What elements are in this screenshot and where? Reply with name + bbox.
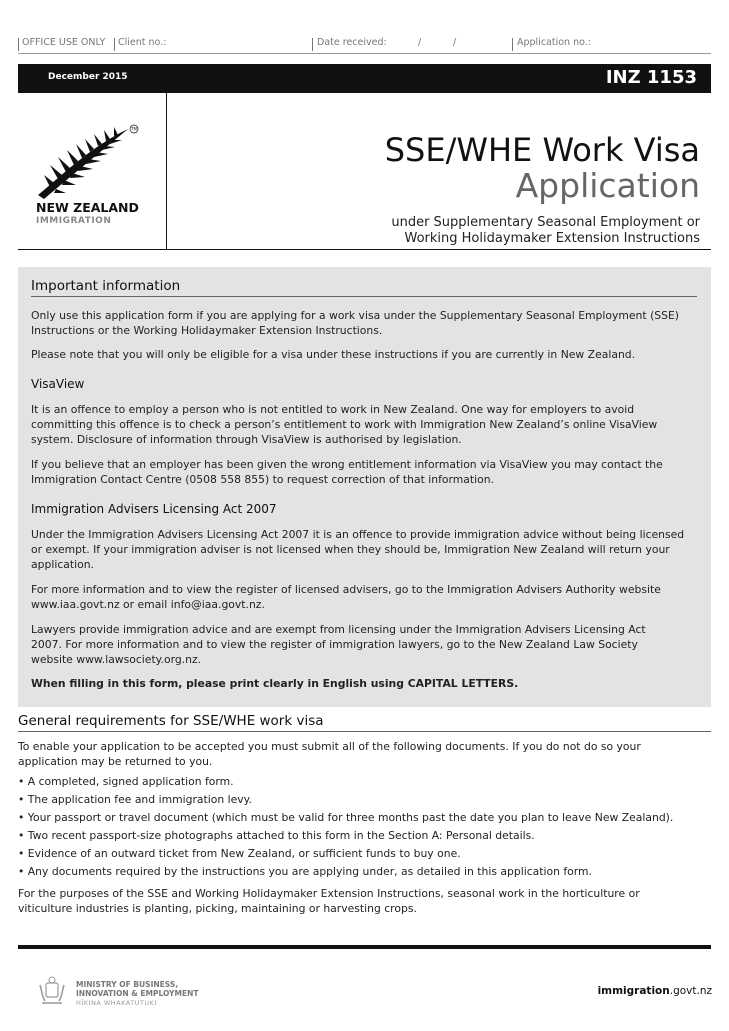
text-line: 2007. For more information and to view the register of immigration lawyers, go to the New Zealand Law Society	[31, 638, 638, 652]
form-subtitle: Application	[515, 166, 700, 205]
website-link[interactable]	[598, 985, 712, 997]
header-divider	[166, 93, 167, 249]
website-domain: immigration	[597, 985, 670, 997]
text-line: It is an offence to employ a person who is not entitled to work in New Zealand. One way for employers to avoid	[31, 403, 635, 416]
ministry-name	[76, 980, 198, 998]
form-title: SSE/WHE Work Visa	[384, 131, 700, 169]
important-information-box	[18, 267, 711, 707]
date-separator: /	[418, 37, 422, 48]
general-outro	[18, 886, 711, 916]
office-use-row	[18, 35, 711, 54]
date-separator: /	[453, 37, 457, 48]
form-description	[391, 215, 700, 247]
office-divider	[114, 38, 115, 51]
coat-of-arms-icon	[36, 975, 68, 1007]
list-item: • Any documents required by the instructions you are applying under, as detailed in this application form.	[18, 865, 592, 878]
form-description-line: under Supplementary Seasonal Employment or	[391, 215, 700, 230]
paragraph	[31, 622, 697, 668]
list-item: • The application fee and immigration levy.	[18, 793, 252, 806]
form-header-bar	[18, 64, 711, 93]
text-line: If you believe that an employer has been given the wrong entitlement information via VisaView you may contact the	[31, 458, 663, 471]
ministry-name-line: MINISTRY OF BUSINESS,	[76, 980, 179, 989]
text-line: Only use this application form if you are applying for a work visa under the Supplementary Seasonal Employment (SSE)	[31, 309, 680, 322]
list-item: • Two recent passport-size photographs attached to this form in the Section A: Personal details.	[18, 829, 535, 842]
requirements-list	[18, 775, 711, 885]
text-line: system. Disclosure of information through VisaView is authorised by legislation.	[31, 433, 462, 447]
capital-letters-notice: When filling in this form, please print clearly in English using CAPITAL LETTERS.	[31, 677, 519, 690]
paragraph	[31, 582, 697, 612]
paragraph	[31, 527, 697, 573]
text-line: To enable your application to be accepted you must submit all of the following documents. If you do not do so your	[18, 740, 641, 753]
list-item: • Your passport or travel document (which must be valid for three months past the date you plan to leave New Zealand).	[18, 811, 674, 824]
office-divider	[312, 38, 313, 51]
general-requirements-heading: General requirements for SSE/WHE work visa	[18, 713, 324, 729]
text-line: application.	[31, 558, 94, 572]
office-divider	[512, 38, 513, 51]
office-divider	[18, 38, 19, 51]
paragraph	[31, 457, 697, 487]
paragraph: Please note that you will only be eligible for a visa under these instructions if you are currently in New Zealand.	[31, 348, 636, 361]
date-received-label: Date received:	[317, 37, 387, 48]
header-rule	[18, 249, 711, 250]
form-code: INZ 1153	[605, 67, 697, 88]
ministry-name-line: INNOVATION & EMPLOYMENT	[76, 989, 199, 998]
list-item: • Evidence of an outward ticket from New Zealand, or sufficient funds to buy one.	[18, 847, 461, 860]
general-intro	[18, 739, 711, 769]
trademark-mark: TM	[131, 126, 137, 132]
footer-rule	[18, 945, 711, 949]
text-line: For more information and to view the register of licensed advisers, go to the Immigration Advisers Authority website	[31, 583, 661, 596]
text-line: committing this offence is to check a person’s entitlement to work with Immigration New Zealand’s online VisaView	[31, 418, 658, 432]
heading-rule	[31, 296, 697, 297]
form-description-line: Working Holidaymaker Extension Instructions	[404, 231, 700, 246]
text-line: Immigration Contact Centre (0508 558 855) to request correction of that information.	[31, 473, 495, 487]
list-item: • A completed, signed application form.	[18, 775, 234, 788]
iala-heading: Immigration Advisers Licensing Act 2007	[31, 502, 277, 516]
client-no-label: Client no.:	[118, 37, 167, 48]
text-line: Instructions or the Working Holidaymaker Extension Instructions.	[31, 324, 383, 338]
paragraph	[31, 308, 697, 338]
logo-name: NEW ZEALAND	[36, 200, 139, 215]
text-line: or exempt. If your immigration adviser is not licensed when they should be, Immigration New Zealand will return your	[31, 543, 670, 557]
form-date: December 2015	[48, 72, 128, 82]
text-line: Lawyers provide immigration advice and are exempt from licensing under the Immigration Advisers Licensing Act	[31, 623, 646, 636]
text-line: website www.lawsociety.org.nz.	[31, 653, 202, 667]
paragraph	[31, 402, 697, 448]
office-use-label: OFFICE USE ONLY	[22, 37, 106, 48]
text-line: For the purposes of the SSE and Working Holidaymaker Extension Instructions, seasonal work in the horticulture or	[18, 887, 640, 900]
text-line: www.iaa.govt.nz or email info@iaa.govt.nz.	[31, 598, 265, 612]
text-line: Under the Immigration Advisers Licensing Act 2007 it is an offence to provide immigration advice without being licensed	[31, 528, 685, 541]
text-line: application may be returned to you.	[18, 755, 213, 769]
ministry-maori-name: HĪKINA WHAKATUTUKI	[76, 999, 157, 1007]
important-heading: Important information	[31, 278, 181, 294]
application-no-label: Application no.:	[517, 37, 591, 48]
website-suffix: .govt.nz	[669, 985, 712, 997]
heading-rule	[18, 731, 711, 732]
visaview-heading: VisaView	[31, 377, 85, 391]
text-line: viticulture industries is planting, picking, maintaining or harvesting crops.	[18, 902, 417, 916]
logo-subtitle: IMMIGRATION	[36, 216, 112, 226]
